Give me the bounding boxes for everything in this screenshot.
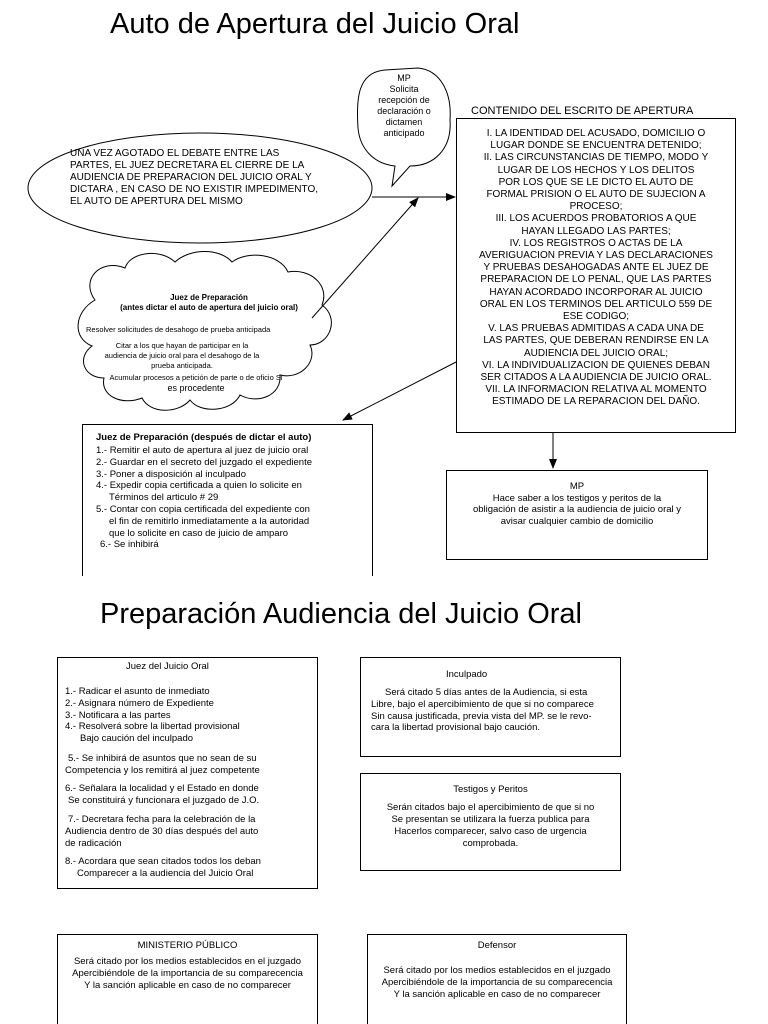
- mp-bubble-line: Solicita: [389, 84, 419, 94]
- ellipse-text: [70, 148, 318, 208]
- juez-oral-list-d: [65, 814, 258, 849]
- contenido-box: [456, 118, 736, 433]
- juez-despues-list: [96, 445, 312, 551]
- mp-bubble-line: anticipado: [383, 128, 425, 138]
- juez-despues-box: [82, 424, 373, 576]
- juez-oral-title: Juez del Juicio Oral: [126, 661, 209, 672]
- juez-oral-item: 8.- Acordara que sean citados todos los deban: [65, 856, 261, 867]
- contenido-line: FORMAL PRISION O EL AUTO DE SUJECION A: [486, 189, 706, 201]
- inculpado-line: Sin causa justificada, previa vista del MP. se le revo-: [371, 710, 592, 722]
- content-to-juez-arrow: [343, 360, 460, 420]
- juez-oral-item: 4.- Resolverá sobre la libertad provisional: [65, 721, 240, 733]
- defensor-line: Y la sanción aplicable en caso de no comparecer: [393, 989, 601, 1000]
- cloud-title-line: (antes dictar el auto de apertura del juicio oral): [120, 303, 298, 312]
- contenido-line: ESE CODIGO;: [562, 311, 630, 323]
- testigos-title: Testigos y Peritos: [453, 784, 528, 795]
- mp-bubble-text: [360, 73, 448, 139]
- testigos-line: comprobada.: [462, 838, 519, 849]
- juez-oral-item: Se constituirá y funcionara el juzgado de J.O.: [68, 794, 260, 806]
- juez-despues-item: 2.- Guardar en el secreto del juzgado el expediente: [96, 456, 312, 468]
- inculpado-line: Será citado 5 días antes de la Audiencia, si esta: [385, 687, 588, 698]
- contenido-line: AVERIGUACION PREVIA Y LAS DECLARACIONES: [479, 250, 713, 262]
- juez-oral-item: 2.- Asignara número de Expediente: [65, 697, 214, 709]
- contenido-line: VII. LA INFORMACION RELATIVA AL MOMENTO: [485, 384, 707, 396]
- page-title: Auto de Apertura del Juicio Oral: [110, 8, 520, 40]
- section2-title: Preparación Audiencia del Juicio Oral: [100, 598, 582, 630]
- juez-oral-list-a: [65, 686, 240, 745]
- juez-oral-item: Audiencia dentro de 30 días después del auto: [65, 825, 259, 837]
- mp-box-title: MP: [569, 481, 585, 492]
- juez-despues-item: el fin de remitirlo inmediatamente a la autoridad: [109, 515, 310, 527]
- juez-oral-item: Bajo caución del inculpado: [80, 733, 194, 745]
- contenido-line: LUGAR DONDE SE ENCUENTRA DETENIDO;: [490, 140, 702, 152]
- contenido-line: IV. LOS REGISTROS O ACTAS DE LA: [509, 237, 683, 249]
- cloud-title: [90, 293, 328, 313]
- juez-oral-item: 3.- Notificara a las partes: [65, 709, 171, 721]
- cloud-item-3-line: es procedente: [167, 383, 225, 393]
- ministerio-title: MINISTERIO PÚBLICO: [137, 940, 238, 951]
- juez-despues-title: Juez de Preparación (después de dictar el auto): [96, 432, 312, 443]
- mp-bubble-line: recepción de: [378, 95, 430, 105]
- inculpado-line: cara la libertad provisional bajo caución.: [371, 722, 540, 734]
- contenido-line: AUDIENCIA DEL JUICIO ORAL;: [523, 347, 669, 359]
- juez-despues-item: que lo solicite en caso de juicio de amparo: [109, 527, 289, 539]
- juez-despues-item: 5.- Contar con copia certificada del expediente con: [96, 503, 310, 515]
- cloud-item-1: Resolver solicitudes de desahogo de prueba anticipada: [86, 325, 271, 334]
- cloud-title-line: Juez de Preparación: [170, 293, 248, 302]
- mp-box: [446, 470, 708, 560]
- contenido-line: SER CITADOS A LA AUDIENCIA DE JUICIO ORAL.: [480, 372, 712, 384]
- contenido-line: PROCESO;: [569, 201, 623, 213]
- juez-oral-box: [57, 657, 318, 889]
- juez-oral-item: 5.- Se inhibirá de asuntos que no sean de su: [68, 753, 257, 764]
- juez-oral-item: 6.- Señalara la localidad y el Estado en donde: [65, 783, 259, 794]
- ellipse-line: UNA VEZ AGOTADO EL DEBATE ENTRE LAS: [70, 148, 280, 159]
- defensor-title: Defensor: [477, 940, 517, 951]
- contenido-line: LAS PARTES, QUE DEBERAN RENDIRSE EN LA: [483, 335, 709, 347]
- juez-despues-item: 1.- Remitir el auto de apertura al juez de juicio oral: [96, 445, 309, 456]
- cloud-item-2: [82, 341, 282, 371]
- inculpado-box: [360, 657, 621, 757]
- testigos-line: Serán citados bajo el apercibimiento de que si no: [386, 802, 595, 813]
- juez-oral-list-e: [65, 856, 261, 880]
- testigos-box: [360, 773, 621, 871]
- cloud-item-2-line: Citar a los que hayan de participar en la: [115, 341, 249, 350]
- defensor-line: Apercibiéndole de la importancia de su comparecencia: [381, 977, 613, 988]
- contenido-heading: CONTENIDO DEL ESCRITO DE APERTURA: [471, 105, 694, 117]
- contenido-line: LUGAR DE LOS HECHOS Y LOS DELITOS: [497, 164, 695, 176]
- mp-bubble-line: MP: [397, 73, 411, 83]
- defensor-box: [367, 934, 627, 1024]
- juez-oral-list-c: [65, 783, 259, 807]
- ellipse-line: PARTES, EL JUEZ DECRETARA EL CIERRE DE LA: [70, 160, 305, 171]
- juez-oral-item: de radicación: [65, 837, 122, 849]
- ministerio-box: [57, 934, 318, 1024]
- ministerio-line: Será citado por los medios establecidos en el juzgado: [73, 956, 302, 967]
- testigos-line: Hacerlos comparecer, salvo caso de urgencia: [394, 826, 587, 837]
- testigos-line: Se presentan se utilizara la fuerza publica para: [391, 814, 590, 825]
- mp-box-line: obligación de asistir a la audiencia de juicio oral y: [472, 504, 682, 515]
- contenido-line: HAYAN LLEGADO LAS PARTES;: [521, 225, 671, 237]
- ministerio-line: Y la sanción aplicable en caso de no comparecer: [84, 980, 291, 991]
- contenido-line: HAYAN ACORDADO INCORPORAR AL JUICIO: [489, 286, 703, 298]
- ministerio-line: Apercibiéndole de la importancia de su comparecencia: [72, 968, 303, 979]
- contenido-line: VI. LA INDIVIDUALIZACION DE QUIENES DEBAN: [482, 359, 710, 371]
- juez-oral-item: Competencia y los remitirá al juez competente: [65, 764, 260, 776]
- juez-oral-item: Comparecer a la audiencia del Juicio Oral: [77, 867, 254, 879]
- cloud-item-3-line: Acumular procesos a petición de parte o de oficio Si: [109, 373, 283, 382]
- contenido-line: I. LA IDENTIDAD DEL ACUSADO, DOMICILIO O: [486, 128, 706, 139]
- contenido-line: V. LAS PRUEBAS ADMITIDAS A CADA UNA DE: [488, 323, 704, 335]
- juez-oral-list-b: [65, 753, 260, 777]
- defensor-line: Será citado por los medios establecidos en el juzgado: [383, 965, 611, 976]
- juez-despues-item: Términos del articulo # 29: [109, 492, 219, 504]
- mp-bubble-line: dictamen: [385, 117, 423, 127]
- cloud-item-2-line: audiencia de juicio oral para el desahogo de la: [104, 351, 260, 360]
- contenido-line: Y PRUEBAS DESAHOGADAS ANTE EL JUEZ DE: [483, 262, 709, 274]
- contenido-line: POR LOS QUE SE LE DICTO EL AUTO DE: [498, 176, 694, 188]
- ellipse-line: AUDIENCIA DE PREPARACION DEL JUICIO ORAL Y: [70, 172, 312, 183]
- contenido-line: PREPARACION DE LO PENAL, QUE LAS PARTES: [480, 274, 712, 286]
- cloud-item-2-line: prueba anticipada.: [151, 361, 213, 370]
- juez-oral-item: 7.- Decretara fecha para la celebración de la: [68, 814, 256, 825]
- mp-box-line: avisar cualquier cambio de domicilio: [500, 515, 654, 527]
- contenido-line: ESTIMADO DE LA REPARACION DEL DAÑO.: [492, 396, 700, 408]
- contenido-line: III. LOS ACUERDOS PROBATORIOS A QUE: [495, 213, 697, 225]
- inculpado-text: [371, 687, 594, 734]
- contenido-line: ORAL EN LOS TERMINOS DEL ARTICULO 559 DE: [479, 298, 713, 310]
- mp-bubble-line: declaración o: [377, 106, 431, 116]
- inculpado-line: Libre, bajo el apercibimiento de que si no comparece: [371, 698, 594, 710]
- juez-despues-item: 4.- Expedir copia certificada a quien lo solicite en: [96, 480, 302, 492]
- mp-box-line: Hace saber a los testigos y peritos de la: [492, 492, 662, 504]
- juez-despues-item: 6.- Se inhibirá: [100, 539, 159, 551]
- juez-despues-item: 3.- Poner a disposición al inculpado: [96, 468, 246, 480]
- contenido-line: II. LAS CIRCUNSTANCIAS DE TIEMPO, MODO Y: [483, 152, 709, 164]
- cloud-item-3: [86, 372, 306, 394]
- ellipse-line: EL AUTO DE APERTURA DEL MISMO: [70, 196, 243, 207]
- ellipse-line: DICTARA , EN CASO DE NO EXISTIR IMPEDIMENTO,: [70, 184, 318, 195]
- inculpado-title: Inculpado: [446, 669, 488, 680]
- juez-oral-item: 1.- Radicar el asunto de inmediato: [65, 686, 210, 697]
